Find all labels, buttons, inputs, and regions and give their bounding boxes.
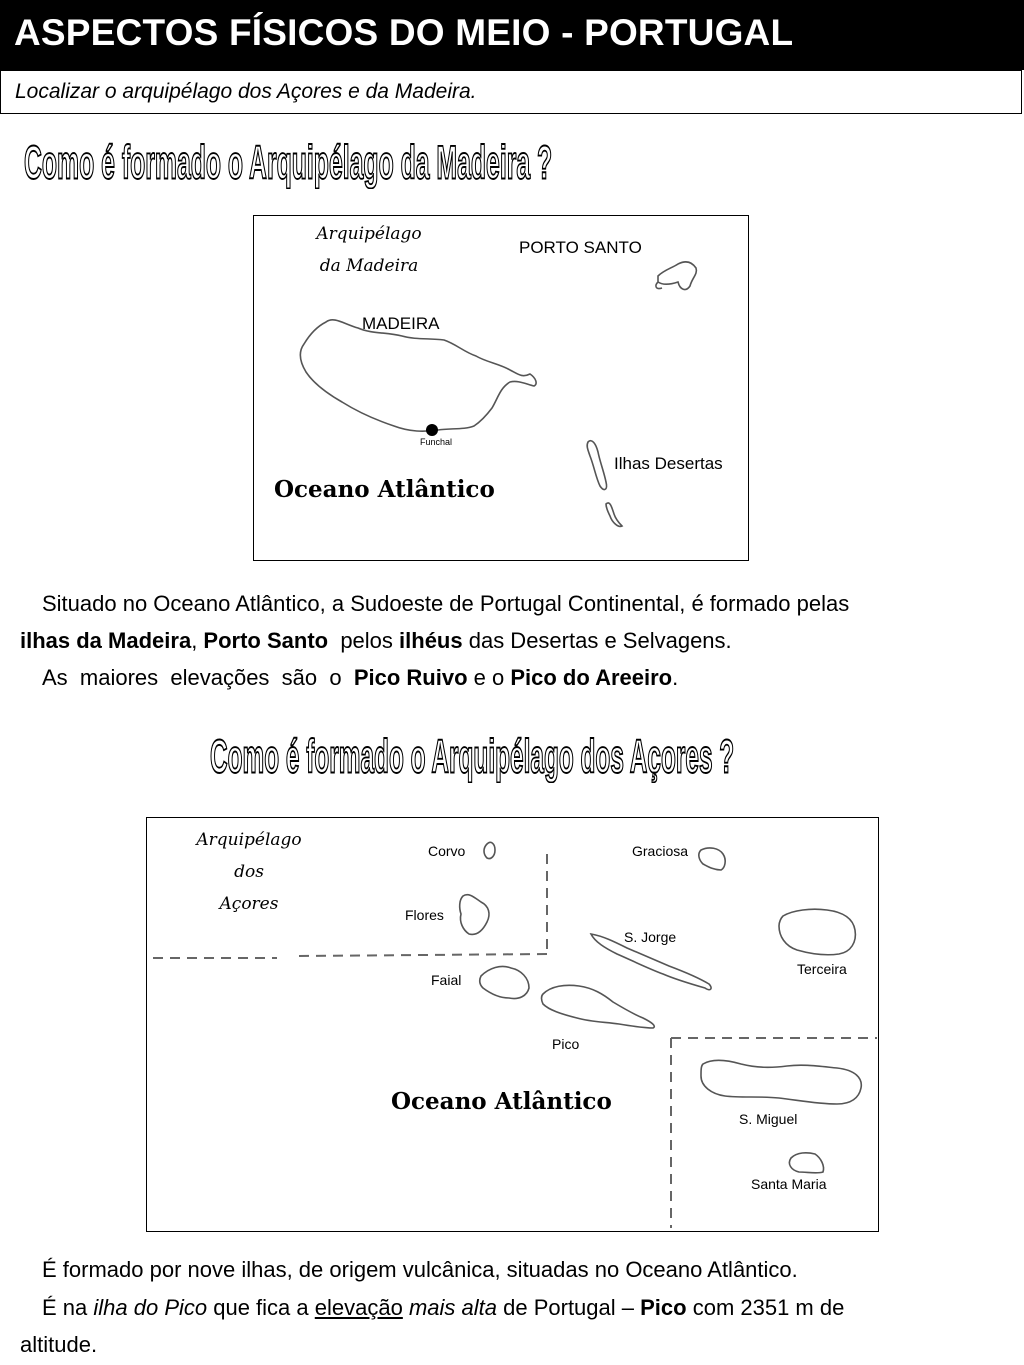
subtitle-box [0,70,1022,114]
acores-heading: Como é formado o Arquipélago dos Açores ? [210,731,735,783]
sao-miguel-shape [701,1060,861,1104]
sao-jorge-label: S. Jorge [624,929,677,945]
corvo-shape [484,842,495,858]
madeira-paragraph-line2: ilhas da Madeira, Porto Santo pelos ilhéus das Desertas e Selvagens. [20,628,732,653]
acores-paragraph-line2: É na ilha do Pico que fica a elevação mais alta de Portugal – Pico com 2351 m de [42,1295,845,1320]
madeira-paragraph-line3: As maiores elevações são o Pico Ruivo e o Pico do Areeiro. [42,665,679,690]
madeira-map-title-line2: da Madeira [319,256,419,276]
faial-shape [480,966,529,998]
page-subtitle: Localizar o arquipélago dos Açores e da Madeira. [15,80,477,103]
acores-ocean-label: Oceano Atlântico [391,1088,612,1115]
sao-miguel-label: S. Miguel [739,1111,798,1127]
faial-label: Faial [431,972,462,988]
desertas-shape [587,441,606,490]
header-bar [0,0,1024,70]
flores-label: Flores [405,907,444,923]
terceira-shape [779,909,855,955]
highlight-pico-areeiro: Pico do Areeiro [510,665,673,690]
porto-santo-shape [656,262,696,290]
madeira-paragraph-line1: Situado no Oceano Atlântico, a Sudoeste de Portugal Continental, é formado pelas [42,591,850,616]
terceira-label: Terceira [797,961,847,977]
highlight-elevacao: elevação [314,1295,403,1320]
santa-maria-label: Santa Maria [751,1176,827,1192]
madeira-ocean-label: Oceano Atlântico [274,476,495,503]
graciosa-shape [699,848,725,870]
pico-shape [542,985,655,1028]
highlight-ilhas-madeira: ilhas da Madeira [20,628,192,653]
madeira-map-title-line1: Arquipélago [316,224,422,244]
madeira-label: MADEIRA [362,314,440,333]
porto-santo-label: PORTO SANTO [519,238,642,257]
santa-maria-shape [789,1153,823,1173]
highlight-porto-santo: Porto Santo [203,628,329,653]
divider-central [299,954,547,956]
corvo-label: Corvo [428,843,466,859]
desertas-south-shape [606,503,622,526]
funchal-label: Funchal [420,437,453,447]
highlight-pico-ruivo: Pico Ruivo [353,665,468,690]
highlight-ilheus: ilhéus [399,628,463,653]
acores-paragraph-line3: altitude. [20,1332,98,1357]
page-title: ASPECTOS FÍSICOS DO MEIO - PORTUGAL [14,12,794,53]
acores-map [146,817,879,1232]
acores-paragraph-line1: É formado por nove ilhas, de origem vulcânica, situadas no Oceano Atlântico. [42,1257,798,1282]
acores-map-title-line3: Açores [219,894,279,914]
highlight-pico: Pico [640,1295,687,1320]
madeira-island-shape [300,320,536,431]
madeira-map [253,215,749,561]
acores-map-title-line2: dos [234,862,264,882]
highlight-ilha-pico: ilha do Pico [93,1295,208,1320]
pico-label: Pico [552,1036,580,1052]
flores-shape [460,895,489,935]
madeira-heading: Como é formado o Arquipélago da Madeira ? [24,137,553,189]
graciosa-label: Graciosa [632,843,689,859]
highlight-mais-alta: mais alta [408,1295,498,1320]
acores-map-title-line1: Arquipélago [196,830,302,850]
funchal-dot [426,424,438,436]
desertas-label: Ilhas Desertas [614,454,723,473]
